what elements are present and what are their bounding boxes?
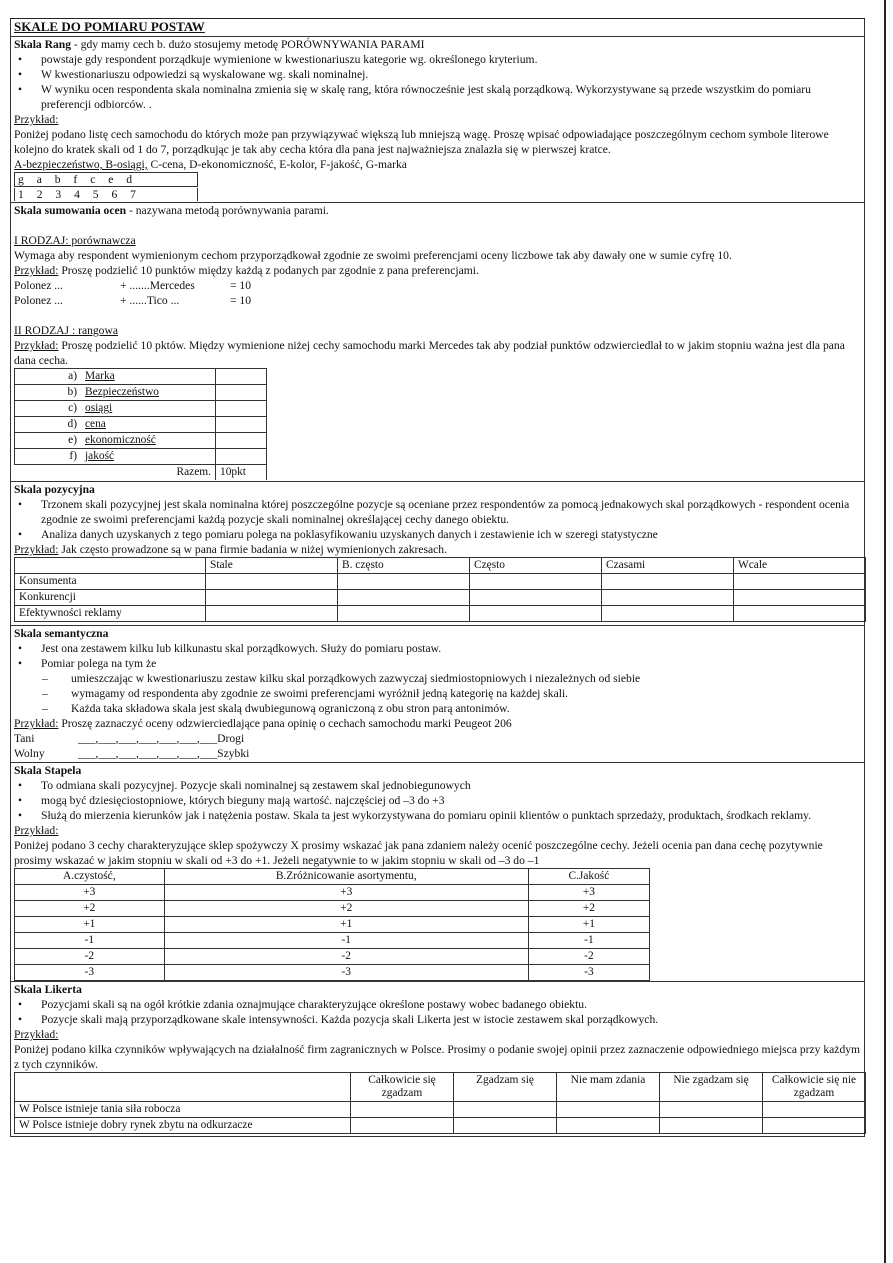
scale-value-cell[interactable]: +1 (164, 917, 528, 933)
answer-cell[interactable] (454, 1118, 557, 1134)
list-item: • Analiza danych uzyskanych z tego pomiaru polega na poklasyfikowaniu uzyskanych danych i zestawienie ich w szeregi statystyczne (14, 527, 861, 542)
column-header: Całkowicie się nie zgadzam (763, 1073, 866, 1102)
item-letter: b) (67, 386, 77, 398)
rang-numbers-box: 1 2 3 4 5 6 7 (14, 188, 198, 201)
likerta-example-text: Poniżej podano kilka czynników wpływających na działalność firm zagranicznych w Polsce. Prosimy o podanie swojej opinii przez zaznaczenie odpowiedniego miejsca przy każdym z tych czynników. (14, 1043, 861, 1071)
sumowanie-type2-example (14, 338, 861, 368)
pair-eq: = 10 (230, 279, 252, 292)
table-row (15, 885, 650, 901)
answer-cell[interactable] (206, 590, 338, 606)
rangowa-table (14, 368, 267, 480)
pair-left: Polonez ... (14, 294, 63, 307)
answer-cell[interactable] (734, 590, 866, 606)
pozycyjna-bullets (14, 497, 861, 542)
column-header: Stale (206, 558, 338, 574)
column-header: Czasami (602, 558, 734, 574)
item-cell (15, 385, 216, 401)
likerta-heading: Skala Likerta (14, 983, 82, 996)
column-header: Zgadzam się (454, 1073, 557, 1102)
table-row (15, 1102, 866, 1118)
sumowanie-type2-label: II RODZAJ : rangowa (14, 324, 118, 337)
scale-value-cell[interactable]: +2 (528, 901, 649, 917)
answer-cell[interactable] (470, 590, 602, 606)
scale-value-cell[interactable]: -2 (164, 949, 528, 965)
scale-value-cell[interactable]: -2 (15, 949, 165, 965)
section-pozycyjna (10, 482, 865, 626)
table-row (15, 590, 866, 606)
stapela-example-text: Poniżej podano 3 cechy charakteryzujące sklep spożywczy X prosimy wskazać jak pana zdaniem należy ocenić poszczególne cechy. Jeżeli ocenia pan dana cechę pozytywnie prosimy wskazać w jakim stopniu w skali od +3 do +1. Jeżeli negatywnie to w jakim stopniu w skali od –3 do –1 (14, 839, 823, 867)
scale-value-cell[interactable]: -1 (164, 933, 528, 949)
scale-value-cell[interactable]: -2 (528, 949, 649, 965)
item-cell (15, 401, 216, 417)
pair-row (14, 278, 861, 293)
semantic-scale-row (14, 746, 861, 761)
rang-example-text: Poniżej podano listę cech samochodu do których może pan przywiązywać większą lub mniejszą wagę. Proszę wpisać odpowiadające poszczególnym cechom symbole literowe kolejno do kratek skali od 1 do 7, porządkując je tak aby cecha która dla pana jest najważniejsza znalazła się w pierwszej kratce. (14, 128, 829, 156)
table-row (15, 1118, 866, 1134)
example-text: Proszę podzielić 10 pktów. Między wymienione niżej cechy samochodu marki Mercedes tak aby podział punktów odzwierciedlał to w jakim stopniu ważna jest dla pana dana cecha. (14, 339, 845, 367)
sumowanie-type1-text: Wymaga aby respondent wymienionym cechom przyporządkował zgodnie ze swoimi preferencjami oceny liczbowe tak aby dawały one w sumie cyfrę 10. (14, 249, 732, 262)
pair-eq: = 10 (230, 294, 252, 307)
rang-legend-underlined: A-bezpieczeństwo, B-osiągi, (14, 158, 148, 171)
pozycyjna-example (14, 542, 861, 557)
pair-plus: + ......Tico ... (120, 294, 180, 307)
answer-cell[interactable] (206, 574, 338, 590)
answer-cell[interactable] (734, 606, 866, 622)
answer-cell[interactable] (470, 606, 602, 622)
pozycyjna-table (14, 557, 866, 622)
rang-legend-rest: C-cena, D-ekonomiczność, E-kolor, F-jakość, G-marka (147, 158, 407, 171)
column-header: Nie mam zdania (557, 1073, 660, 1102)
scale-value-cell[interactable]: -1 (15, 933, 165, 949)
section-sumowanie (10, 203, 865, 482)
item-cell (15, 449, 216, 465)
stapela-heading: Skala Stapela (14, 764, 82, 777)
list-item: – umieszczając w kwestionariuszu zestaw kilku skal porządkowych zazwyczaj siedmiostopniowych i niezależnych od siebie (14, 671, 861, 686)
row-label: Konkurencji (15, 590, 206, 606)
column-header: B.Zróżnicowanie asortymentu, (164, 869, 528, 885)
item-name: Bezpieczeństwo (85, 386, 160, 398)
item-letter: e) (68, 434, 77, 446)
column-header: Nie zgadzam się (660, 1073, 763, 1102)
table-row (15, 385, 267, 401)
item-name: ekonomiczność (85, 434, 156, 446)
table-row (15, 917, 650, 933)
item-letter: f) (69, 450, 77, 462)
points-input-cell[interactable] (216, 433, 267, 449)
scale-left-label: Wolny (14, 747, 45, 760)
rang-heading: Skala Rang (14, 38, 72, 51)
scale-value-cell[interactable]: +2 (164, 901, 528, 917)
item-name: jakość (85, 450, 115, 462)
scale-value-cell[interactable]: +1 (528, 917, 649, 933)
table-row (15, 433, 267, 449)
column-header: B. często (338, 558, 470, 574)
list-item: • W wyniku ocen respondenta skala nominalna zmienia się w skalę rang, która równocześnie jest skalą porządkową. Wykorzystywane są przede wszystkim do pomiaru preferencji odbiorców. . (14, 82, 861, 112)
rang-heading-rest: - gdy mamy cech b. dużo stosujemy metodę PORÓWNYWANIA PARAMI (71, 38, 425, 51)
points-input-cell[interactable] (216, 401, 267, 417)
table-row (15, 965, 650, 981)
document (10, 18, 865, 1137)
answer-cell[interactable] (557, 1118, 660, 1134)
scale-value-cell[interactable]: -3 (164, 965, 528, 981)
scale-value-cell[interactable]: +2 (15, 901, 165, 917)
scale-value-cell[interactable]: -3 (15, 965, 165, 981)
points-input-cell[interactable] (216, 369, 267, 385)
rang-example-label: Przykład: (14, 113, 59, 126)
points-input-cell[interactable] (216, 449, 267, 465)
pair-left: Polonez ... (14, 279, 63, 292)
list-item: – wymagamy od respondenta aby zgodnie ze swoimi preferencjami wyróżnił jedną kategorię na każdej skali. (14, 686, 861, 701)
row-label: W Polsce istnieje tania siła robocza (15, 1102, 351, 1118)
column-header: Wcale (734, 558, 866, 574)
item-letter: d) (67, 418, 77, 430)
likerta-table (14, 1072, 866, 1134)
answer-cell[interactable] (557, 1102, 660, 1118)
pair-row (14, 293, 861, 308)
section-stapela (10, 763, 865, 982)
answer-cell[interactable] (454, 1102, 557, 1118)
table-row (15, 949, 650, 965)
total-value: 10pkt (216, 465, 267, 481)
answer-cell[interactable] (338, 606, 470, 622)
item-letter: c) (68, 402, 77, 414)
section-semantyczna (10, 626, 865, 763)
rang-bullets (14, 52, 861, 112)
list-item: • Służą do mierzenia kierunków jak i natężenia postaw. Skala ta jest wykorzystywana do pomiaru opinii klientów o punktach sprzedaży, produktach, środkach reklamy. (14, 808, 861, 823)
list-item: • Trzonem skali pozycyjnej jest skala nominalna której poszczególne pozycje są oceniane przez respondentów za pomocą jednakowych skal porządkowych - respondent ocenia zgodnie ze swoimi preferencjami każdą pozycje skali nominalnej określającej cechy danego obiektu. (14, 497, 861, 527)
answer-cell[interactable] (660, 1102, 763, 1118)
stapela-example-label: Przykład: (14, 824, 59, 837)
answer-cell[interactable] (338, 574, 470, 590)
table-header-row (15, 1073, 866, 1102)
table-row (15, 933, 650, 949)
column-header: Całkowicie się zgadzam (351, 1073, 454, 1102)
answer-cell[interactable] (763, 1118, 866, 1134)
sumowanie-type1-label: I RODZAJ: porównawcza (14, 234, 136, 247)
answer-cell[interactable] (351, 1102, 454, 1118)
corner-cell (15, 558, 206, 574)
list-item: • Pozycjami skali są na ogół krótkie zdania oznajmujące charakteryzujące określone postawy wobec badanego obiektu. (14, 997, 861, 1012)
scale-value-cell[interactable]: +3 (528, 885, 649, 901)
points-input-cell[interactable] (216, 385, 267, 401)
table-row (15, 369, 267, 385)
points-input-cell[interactable] (216, 417, 267, 433)
list-item: • W kwestionariuszu odpowiedzi są wyskalowane wg. skali nominalnej. (14, 67, 861, 82)
row-label: Efektywności reklamy (15, 606, 206, 622)
list-item: • Pomiar polega na tym że (14, 656, 861, 671)
column-header: A.czystość, (15, 869, 165, 885)
row-label: Konsumenta (15, 574, 206, 590)
section-rang (10, 37, 865, 203)
answer-cell[interactable] (734, 574, 866, 590)
semantyczna-heading: Skala semantyczna (14, 627, 109, 640)
example-text: Jak często prowadzone są w pana firmie badania w niżej wymienionych zakresach. (58, 543, 447, 556)
answer-cell[interactable] (602, 590, 734, 606)
answer-cell[interactable] (206, 606, 338, 622)
item-letter: a) (68, 370, 77, 382)
rang-letters-box: g a b f c e d (14, 172, 198, 187)
scale-value-cell[interactable]: +3 (15, 885, 165, 901)
example-text: Proszę zaznaczyć oceny odzwierciedlające pana opinię o cechach samochodu marki Peugeot 206 (58, 717, 512, 730)
item-name: cena (85, 418, 106, 430)
item-cell (15, 369, 216, 385)
rang-legend (14, 157, 861, 172)
item-name: osiągi (85, 402, 113, 414)
table-row (15, 606, 866, 622)
table-row (15, 465, 267, 481)
likerta-bullets (14, 997, 861, 1027)
scale-value-cell[interactable]: -3 (528, 965, 649, 981)
row-label: W Polsce istnieje dobry rynek zbytu na odkurzacze (15, 1118, 351, 1134)
semantyczna-dashes (14, 671, 861, 716)
table-row (15, 901, 650, 917)
scale-right-label: Drogi (217, 732, 245, 745)
page-title: SKALE DO POMIARU POSTAW (14, 19, 205, 34)
stapela-bullets (14, 778, 861, 823)
section-likerta (10, 982, 865, 1137)
example-label: Przykład: (14, 339, 59, 352)
example-text: Proszę podzielić 10 punktów między każdą z podanych par zgodnie z pana preferencjami. (58, 264, 479, 277)
list-item: • To odmiana skali pozycyjnej. Pozycje skali nominalnej są zestawem skal jednobiegunowych (14, 778, 861, 793)
title-section (10, 19, 865, 37)
sumowanie-heading-rest: - nazywana metodą porównywania parami. (126, 204, 329, 217)
scale-right-label: Szybki (217, 747, 250, 760)
scale-value-cell[interactable]: +3 (164, 885, 528, 901)
semantic-scale-row (14, 731, 861, 746)
table-row (15, 449, 267, 465)
sumowanie-heading: Skala sumowania ocen (14, 204, 127, 217)
answer-cell[interactable] (660, 1118, 763, 1134)
table-header-row (15, 558, 866, 574)
scale-line: ___,___,___,___,___,___,___ (78, 732, 218, 745)
answer-cell[interactable] (763, 1102, 866, 1118)
page-edge-line (884, 0, 886, 1263)
example-label: Przykład: (14, 543, 59, 556)
list-item: – Każda taka składowa skala jest skalą dwubiegunową ograniczoną z obu stron parą antonimów. (14, 701, 861, 716)
scale-value-cell[interactable]: -1 (528, 933, 649, 949)
item-name: Marka (85, 370, 115, 382)
example-label: Przykład: (14, 717, 59, 730)
answer-cell[interactable] (338, 590, 470, 606)
list-item: • powstaje gdy respondent porządkuje wymienione w kwestionariuszu kategorie wg. określonego kryterium. (14, 52, 861, 67)
likerta-example-label: Przykład: (14, 1028, 59, 1041)
table-row (15, 574, 866, 590)
example-label: Przykład: (14, 264, 59, 277)
pair-plus: + .......Mercedes (120, 279, 195, 292)
answer-cell[interactable] (470, 574, 602, 590)
scale-value-cell[interactable]: +1 (15, 917, 165, 933)
scale-left-label: Tani (14, 732, 35, 745)
list-item: • Pozycje skali mają przyporządkowane skale intensywności. Każda pozycja skali Likerta jest w istocie zestawem skal porządkowych. (14, 1012, 861, 1027)
list-item: • mogą być dziesięciostopniowe, których bieguny mają wartość. najczęściej od –3 do +3 (14, 793, 861, 808)
column-header: Często (470, 558, 602, 574)
list-item: • Jest ona zestawem kilku lub kilkunastu skal porządkowych. Służy do pomiaru postaw. (14, 641, 861, 656)
sumowanie-type1-example (14, 263, 861, 278)
table-row (15, 401, 267, 417)
semantyczna-example (14, 716, 861, 731)
rang-intro (14, 37, 861, 52)
stapela-table (14, 868, 650, 981)
sumowanie-intro (14, 203, 861, 218)
item-cell (15, 417, 216, 433)
answer-cell[interactable] (351, 1118, 454, 1134)
pozycyjna-heading: Skala pozycyjna (14, 483, 95, 496)
column-header: C.Jakość (528, 869, 649, 885)
answer-cell[interactable] (602, 574, 734, 590)
semantyczna-bullets (14, 641, 861, 671)
table-row (15, 417, 267, 433)
total-label: Razem. (15, 465, 216, 481)
item-cell (15, 433, 216, 449)
table-header-row (15, 869, 650, 885)
scale-line: ___,___,___,___,___,___,___ (78, 747, 218, 760)
corner-cell (15, 1073, 351, 1102)
answer-cell[interactable] (602, 606, 734, 622)
